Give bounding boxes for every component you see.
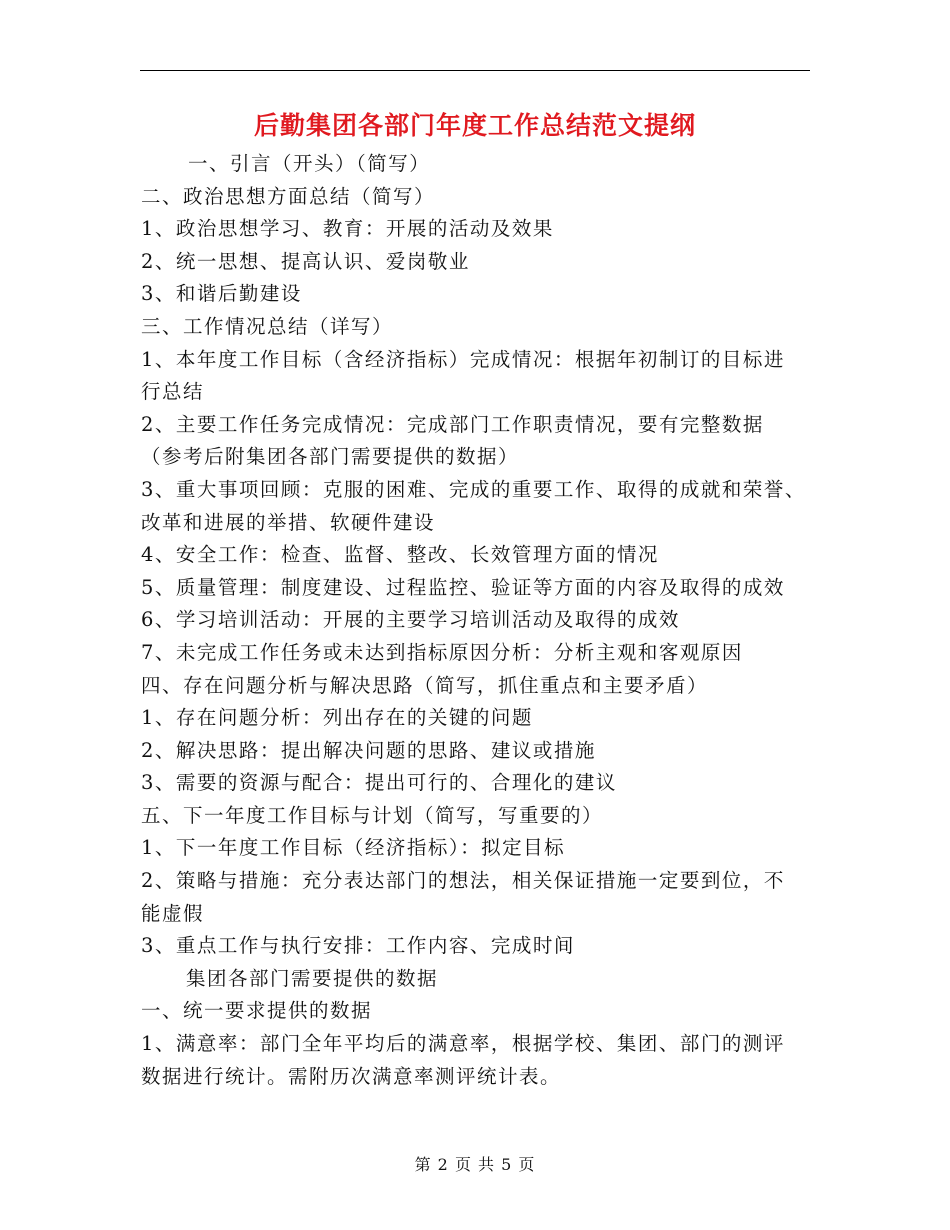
section-heading-political: 二、政治思想方面总结（简写） xyxy=(141,184,436,208)
section-heading-plan: 五、下一年度工作目标与计划（简写，写重要的） xyxy=(141,803,604,827)
list-item: 3、和谐后勤建设 xyxy=(141,282,302,306)
section-heading-problems: 四、存在问题分析与解决思路（简写，抓住重点和主要矛盾） xyxy=(141,673,709,697)
header-rule xyxy=(140,70,810,71)
list-item: 2、主要工作任务完成情况：完成部门工作职责情况，要有完整数据 xyxy=(141,412,764,436)
list-item: 1、存在问题分析：列出存在的关键的问题 xyxy=(141,706,533,730)
page-number: 第 2 页 共 5 页 xyxy=(414,1155,536,1174)
list-item-continuation: 能虚假 xyxy=(141,901,205,925)
list-item: 3、重大事项回顾：克服的困难、完成的重要工作、取得的成就和荣誉、 xyxy=(141,477,806,501)
list-item: 6、学习培训活动：开展的主要学习培训活动及取得的成效 xyxy=(141,608,680,632)
list-item: 4、安全工作：检查、监督、整改、长效管理方面的情况 xyxy=(141,543,659,567)
subsection-heading-data: 集团各部门需要提供的数据 xyxy=(186,966,439,990)
list-item-continuation: 行总结 xyxy=(141,380,205,404)
list-item: 1、满意率：部门全年平均后的满意率，根据学校、集团、部门的测评 xyxy=(141,1032,785,1056)
document-body xyxy=(141,148,816,1093)
section-heading-unified-data: 一、统一要求提供的数据 xyxy=(141,999,373,1023)
list-item: 3、重点工作与执行安排：工作内容、完成时间 xyxy=(141,934,575,958)
list-item: 2、解决思路：提出解决问题的思路、建议或措施 xyxy=(141,738,596,762)
list-item: 2、统一思想、提高认识、爱岗敬业 xyxy=(141,249,470,273)
list-item-continuation: （参考后附集团各部门需要提供的数据） xyxy=(141,445,520,469)
list-item: 2、策略与措施：充分表达部门的想法，相关保证措施一定要到位，不 xyxy=(141,869,785,893)
list-item: 1、本年度工作目标（含经济指标）完成情况：根据年初制订的目标进 xyxy=(141,347,785,371)
list-item: 1、政治思想学习、教育：开展的活动及效果 xyxy=(141,217,554,241)
list-item: 3、需要的资源与配合：提出可行的、合理化的建议 xyxy=(141,771,617,795)
list-item: 5、质量管理：制度建设、过程监控、验证等方面的内容及取得的成效 xyxy=(141,575,785,599)
section-heading-work: 三、工作情况总结（详写） xyxy=(141,314,394,338)
document-title: 后勤集团各部门年度工作总结范文提纲 xyxy=(253,111,696,140)
list-item-continuation: 数据进行统计。需附历次满意率测评统计表。 xyxy=(141,1064,562,1088)
list-item-continuation: 改革和进展的举措、软硬件建设 xyxy=(141,510,436,534)
section-heading-intro: 一、引言（开头）（简写） xyxy=(188,152,431,175)
list-item: 1、下一年度工作目标（经济指标）：拟定目标 xyxy=(141,836,566,860)
list-item: 7、未完成工作任务或未达到指标原因分析：分析主观和客观原因 xyxy=(141,640,743,664)
